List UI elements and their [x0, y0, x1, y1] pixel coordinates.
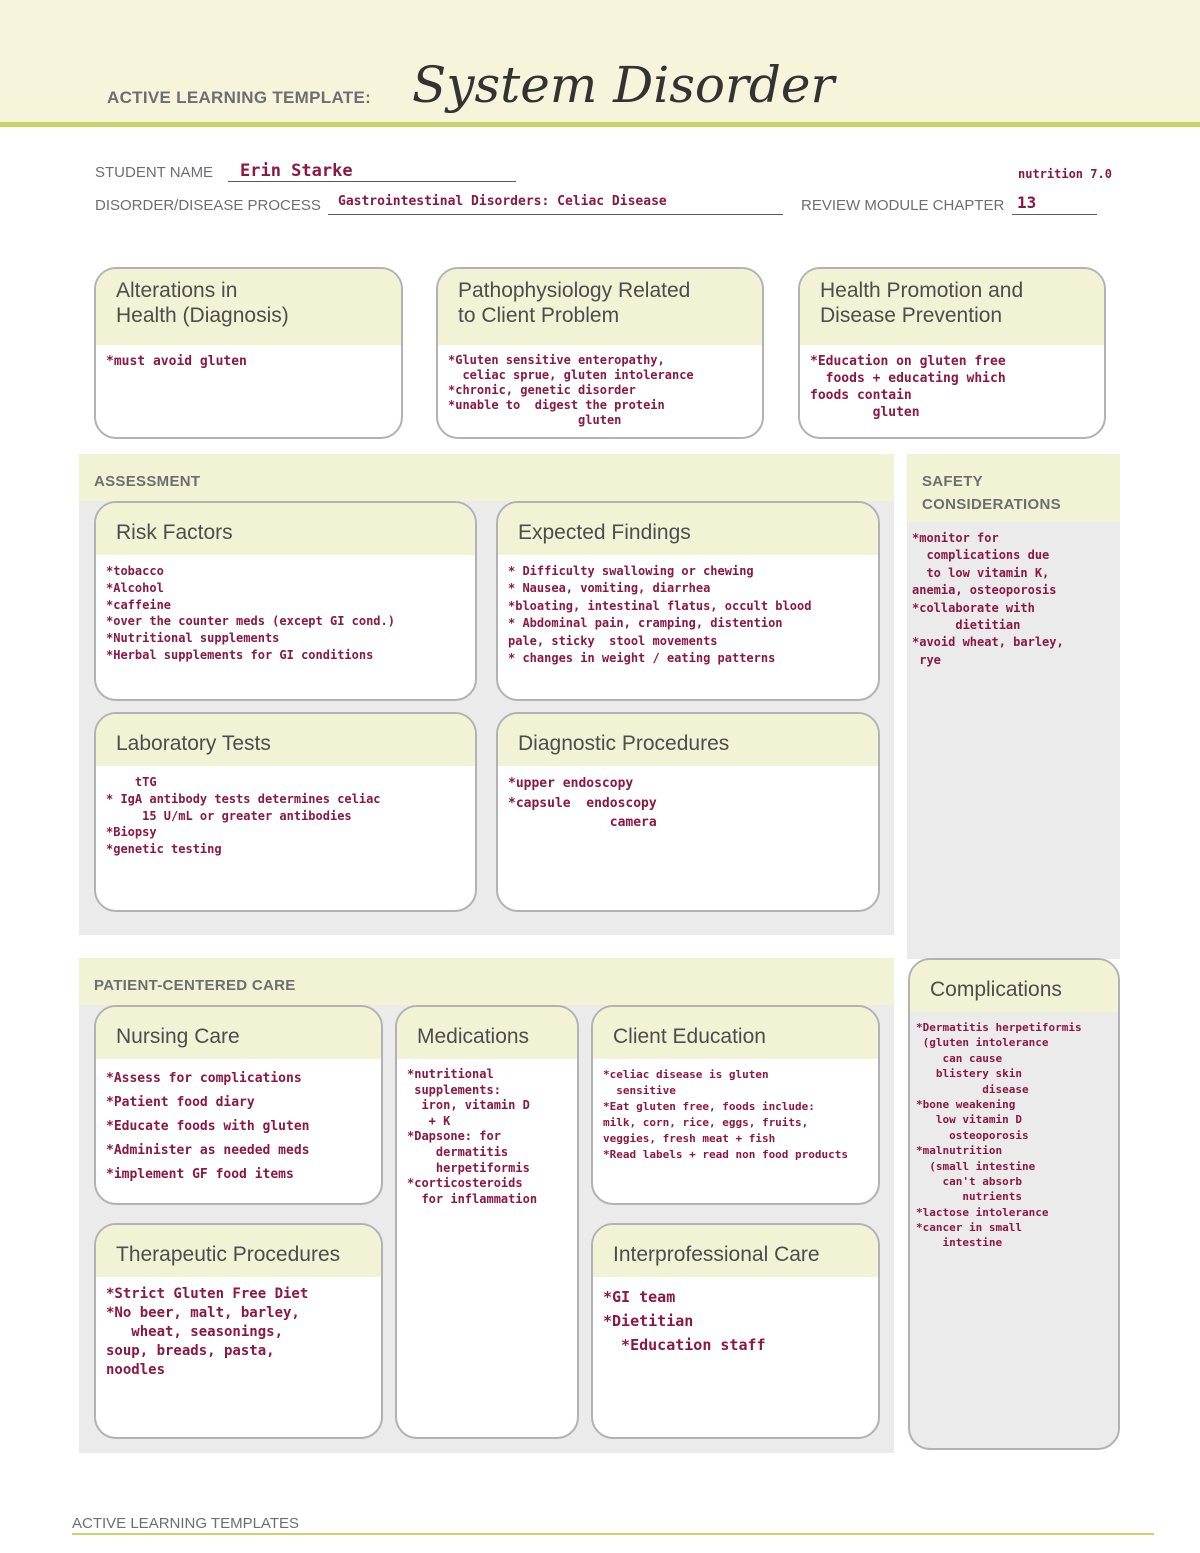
note-line: nutrients — [916, 1190, 1022, 1204]
note-line: complications due — [912, 548, 1050, 563]
note-line: * Difficulty swallowing or chewing — [508, 564, 754, 578]
health-promotion-title-line2: Disease Prevention — [820, 303, 1003, 327]
laboratory-tests-title: Laboratory Tests — [96, 714, 475, 766]
note-line: *Education on gluten free — [810, 354, 1006, 369]
note-line: veggies, fresh meat + fish — [603, 1131, 776, 1145]
note-line: gluten — [810, 405, 920, 421]
note-line: * Abdominal pain, cramping, distention — [508, 616, 783, 631]
note-line: iron, vitamin D — [407, 1098, 530, 1113]
student-name-label: STUDENT NAME — [95, 164, 214, 181]
footer-divider — [72, 1533, 1154, 1535]
note-line: dermatitis — [407, 1144, 509, 1159]
nursing-care-notes[interactable] — [96, 1059, 381, 1187]
pathophysiology-title-line2: to Client Problem — [458, 303, 620, 327]
note-line: *unable to digest the protein — [448, 398, 665, 412]
alterations-title-line2: Health (Diagnosis) — [116, 303, 289, 327]
note-line: + K — [407, 1113, 451, 1128]
disorder-underline — [328, 214, 783, 215]
diagnostic-procedures-card — [496, 712, 880, 912]
note-line: *Patient food diary — [106, 1095, 255, 1111]
note-line: *Dietitian — [603, 1312, 694, 1330]
note-line: *Strict Gluten Free Diet — [106, 1286, 309, 1302]
note-line: osteoporosis — [916, 1128, 1029, 1142]
safety-label-line1: SAFETY — [922, 473, 983, 490]
note-line: for inflammation — [407, 1191, 538, 1206]
note-line: blistery skin — [916, 1067, 1022, 1081]
pathophysiology-title-line1: Pathophysiology Related — [458, 279, 691, 302]
risk-factors-card — [94, 501, 477, 701]
expected-findings-notes[interactable] — [498, 555, 878, 667]
health-promotion-card — [798, 267, 1106, 439]
note-line: (gluten intolerance — [916, 1036, 1049, 1050]
client-education-card — [591, 1005, 880, 1205]
chapter-value[interactable]: 13 — [1017, 193, 1037, 212]
interprofessional-care-card — [591, 1223, 880, 1439]
note-line: * Nausea, vomiting, diarrhea — [508, 581, 711, 596]
note-line: *Nutritional supplements — [106, 631, 280, 646]
note-line: *monitor for — [912, 531, 999, 545]
laboratory-tests-notes[interactable] — [96, 766, 475, 858]
note-line: pale, sticky stool movements — [508, 633, 718, 648]
note-line: intestine — [916, 1236, 1003, 1250]
student-name-value[interactable]: Erin Starke — [240, 161, 353, 181]
expected-findings-title: Expected Findings — [498, 503, 878, 555]
note-line: *Alcohol — [106, 580, 164, 595]
note-line: *Dermatitis herpetiformis — [916, 1021, 1082, 1034]
note-line: *genetic testing — [106, 842, 222, 857]
note-line: (small intestine — [916, 1159, 1036, 1173]
header-divider — [0, 122, 1200, 127]
course-note: nutrition 7.0 — [1018, 167, 1112, 181]
note-line: camera — [508, 815, 657, 830]
assessment-header-strip — [79, 454, 894, 501]
medications-title: Medications — [397, 1007, 577, 1059]
template-label: ACTIVE LEARNING TEMPLATE: — [107, 88, 372, 107]
medications-card — [395, 1005, 579, 1439]
client-education-title: Client Education — [593, 1007, 878, 1059]
laboratory-tests-card — [94, 712, 477, 912]
medications-notes[interactable] — [397, 1059, 577, 1207]
note-line: noodles — [106, 1361, 166, 1378]
alterations-title — [96, 269, 401, 345]
safety-label-line2: CONSIDERATIONS — [922, 496, 1061, 513]
risk-factors-title: Risk Factors — [96, 503, 475, 555]
note-line: low vitamin D — [916, 1113, 1022, 1127]
safety-notes[interactable] — [912, 530, 1117, 669]
note-line: *GI team — [603, 1288, 676, 1306]
health-promotion-notes[interactable] — [800, 345, 1104, 422]
complications-card — [908, 958, 1120, 1450]
note-line: *Gluten sensitive enteropathy, — [448, 353, 665, 367]
nursing-care-title: Nursing Care — [96, 1007, 381, 1059]
note-line: *malnutrition — [916, 1144, 1003, 1158]
note-line: * IgA antibody tests determines celiac — [106, 791, 381, 806]
note-line: *capsule endoscopy — [508, 795, 657, 811]
health-promotion-title — [800, 269, 1104, 345]
note-line: dietitian — [912, 617, 1021, 632]
interprofessional-care-notes[interactable] — [593, 1277, 878, 1357]
note-line: *lactose intolerance — [916, 1205, 1049, 1219]
note-line: herpetiformis — [407, 1160, 530, 1175]
note-line: to low vitamin K, — [912, 565, 1050, 580]
note-line: sensitive — [603, 1083, 676, 1097]
therapeutic-procedures-title: Therapeutic Procedures — [96, 1225, 381, 1277]
note-line: *Education staff — [603, 1336, 766, 1354]
note-line: *Biopsy — [106, 825, 157, 840]
note-line: can cause — [916, 1051, 1003, 1065]
note-line: disease — [916, 1082, 1029, 1096]
note-line: *must avoid gluten — [106, 354, 247, 369]
chapter-underline — [1012, 214, 1097, 215]
therapeutic-procedures-card — [94, 1223, 383, 1439]
alterations-card — [94, 267, 403, 439]
note-line: *tobacco — [106, 564, 164, 578]
note-line: milk, corn, rice, eggs, fruits, — [603, 1115, 809, 1129]
note-line: *bone weakening — [916, 1097, 1016, 1111]
note-line: *Eat gluten free, foods include: — [603, 1099, 815, 1113]
health-promotion-title-line1: Health Promotion and — [820, 279, 1024, 302]
expected-findings-card — [496, 501, 880, 701]
nursing-care-card — [94, 1005, 383, 1205]
note-line: *celiac disease is gluten — [603, 1068, 769, 1081]
disorder-label: DISORDER/DISEASE PROCESS — [95, 197, 321, 214]
note-line: can't absorb — [916, 1174, 1022, 1188]
note-line: * changes in weight / eating patterns — [508, 650, 776, 665]
client-education-notes[interactable] — [593, 1059, 878, 1163]
chapter-label: REVIEW MODULE CHAPTER — [801, 197, 1005, 214]
assessment-label: ASSESSMENT — [94, 473, 201, 490]
note-line: gluten — [448, 413, 622, 427]
note-line: wheat, seasonings, — [106, 1323, 284, 1340]
note-line: *caffeine — [106, 597, 172, 612]
alterations-notes[interactable] — [96, 345, 401, 370]
note-line: *cancer in small — [916, 1221, 1022, 1235]
template-title: System Disorder — [412, 56, 835, 114]
diagnostic-procedures-title: Diagnostic Procedures — [498, 714, 878, 766]
note-line: supplements: — [407, 1082, 501, 1097]
note-line: *bloating, intestinal flatus, occult blood — [508, 598, 812, 613]
patient-centered-care-label: PATIENT-CENTERED CARE — [94, 977, 296, 994]
note-line: *Assess for complications — [106, 1071, 302, 1086]
note-line: *nutritional — [407, 1067, 494, 1081]
footer-label: ACTIVE LEARNING TEMPLATES — [72, 1515, 299, 1532]
note-line: foods contain — [810, 388, 912, 404]
alterations-title-line1: Alterations in — [116, 279, 238, 302]
note-line: *avoid wheat, barley, — [912, 635, 1064, 650]
pathophysiology-notes[interactable] — [438, 345, 762, 428]
note-line: *Educate foods with gluten — [106, 1119, 310, 1135]
diagnostic-procedures-notes[interactable] — [498, 766, 878, 833]
disorder-value[interactable]: Gastrointestinal Disorders: Celiac Disease — [338, 194, 667, 209]
note-line: soup, breads, pasta, — [106, 1342, 275, 1359]
note-line: celiac sprue, gluten intolerance — [448, 368, 694, 382]
note-line: *over the counter meds (except GI cond.) — [106, 614, 395, 629]
pathophysiology-card — [436, 267, 764, 439]
note-line: rye — [912, 652, 941, 667]
note-line: *implement GF food items — [106, 1167, 294, 1183]
note-line: *Read labels + read non food products — [603, 1147, 849, 1161]
note-line: foods + educating which — [810, 371, 1006, 387]
note-line: *Dapsone: for — [407, 1129, 501, 1144]
interprofessional-care-title: Interprofessional Care — [593, 1225, 878, 1277]
note-line: *upper endoscopy — [508, 776, 634, 791]
complications-title: Complications — [910, 960, 1118, 1012]
note-line: *collaborate with — [912, 600, 1035, 615]
note-line: *Administer as needed meds — [106, 1143, 310, 1159]
complications-notes[interactable] — [910, 1012, 1118, 1251]
note-line: tTG — [106, 775, 157, 789]
note-line: 15 U/mL or greater antibodies — [106, 808, 352, 823]
pathophysiology-title — [438, 269, 762, 345]
therapeutic-procedures-notes[interactable] — [96, 1277, 381, 1379]
risk-factors-notes[interactable] — [96, 555, 475, 664]
note-line: anemia, osteoporosis — [912, 583, 1057, 598]
note-line: *No beer, malt, barley, — [106, 1304, 300, 1321]
note-line: *corticosteroids — [407, 1176, 523, 1191]
note-line: *chronic, genetic disorder — [448, 383, 636, 397]
note-line: *Herbal supplements for GI conditions — [106, 647, 374, 662]
